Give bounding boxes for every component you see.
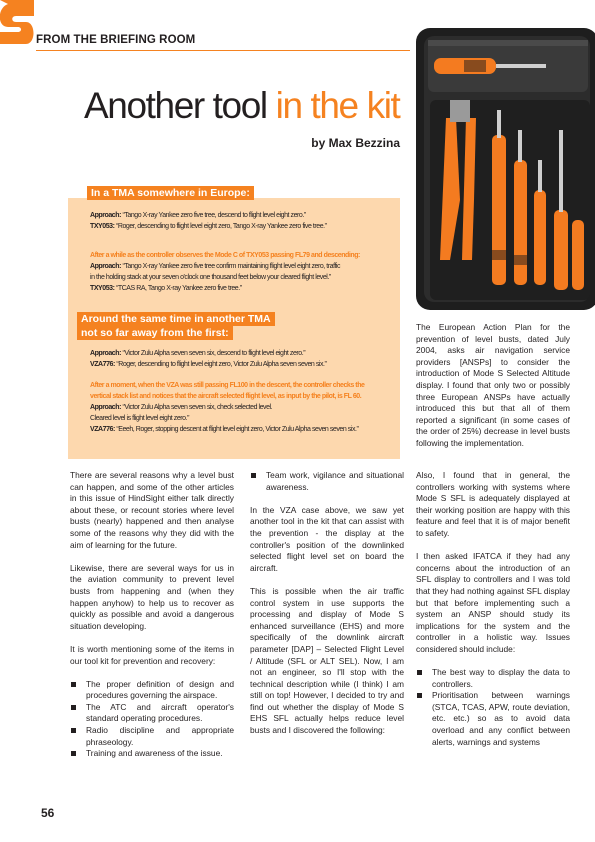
dialogue-line: Approach: “Tango X-ray Yankee zero five tree, descend to flight level eight zero.” [90,212,306,219]
narration-line: After a while as the controller observes the Mode C of TXY053 passing FL79 and descending: [90,252,360,259]
list-item: The best way to display the data to controllers. [416,667,570,690]
paragraph: In the VZA case above, we saw yet another tool in the kit that can assist with the prevention - the display at the controller's position of the downlinked selected flight level set on board the aircraft. [250,504,404,573]
paragraph: I then asked IFATCA if they had any concerns about the introduction of an SFL display to controllers and I was told that they had nothing against SFL display but that before implementing such a system an ANSP should study its implications for the system and the controller in a holistic way. Issues considered should include: [416,551,570,654]
list-item: Team work, vigilance and situational awareness. [250,470,404,493]
paragraph: Also, I found that in general, the controllers working with systems where Mode S SFL is adequately displayed at their working position are happy with this feature and feel that it is of major benefit to safety. [416,470,570,538]
page-number: 56 [41,806,55,820]
dialogue-line: in the holding stack at your seven o'clock one thousand feet below your cleared flight level.” [90,274,331,281]
paragraph: This is possible when the air traffic control system in use supports the processing and display of Mode S enhanced surveillance (EHS) and more specifically of the downlink aircraft parameter [DAP] – Selected Flight Level / Altitude (SFL or ALT SEL). Now, I am not an engineer, so I'll stop with the technical description while (I think) I am still on top! However, I decided to try and find out whether the display of Mode S EHS SFL actually helps reduce level busts and I discovered the following: [250,585,404,736]
byline: by Max Bezzina [311,136,400,150]
dialogue-line: VZA776: “Roger, descending to flight level eight zero, Victor Zulu Alpha seven seven six.” [90,361,327,368]
bullet-list [250,470,404,493]
callout-heading-2-cont: not so far away from the first: [77,326,233,340]
list-item: Prioritisation between warnings (STCA, TCAS, APW, route deviation, etc. etc.) so as to avoid data overload and any conflict between alerts, warnings and systems [416,690,570,748]
section-label: FROM THE BRIEFING ROOM [36,34,196,46]
list-item: Radio discipline and appropriate phraseology. [70,725,234,748]
callout-heading-1: In a TMA somewhere in Europe: [87,186,254,200]
toolkit-photo [410,0,595,315]
article-title [84,84,404,128]
section-divider [36,50,410,51]
title-main: Another tool [84,85,267,126]
body-column-3-top [416,322,570,461]
dialogue-line: Approach: “Tango X-ray Yankee zero five tree confirm maintaining flight level eight zero, traffic [90,263,341,270]
dialogue-line: VZA776: “Eeeh, Roger, stopping descent at flight level eight zero, Victor Zulu Alpha seven seven six.” [90,426,359,433]
paragraph: Likewise, there are several ways for us in the aviation community to prevent level busts from happening and (when they happen anyhow) to help us to recover as quickly as possible and avoid a dangerous situation developing. [70,562,234,631]
list-item: Training and awareness of the issue. [70,748,234,760]
dialogue-line: TXY053: “TCAS RA, Tango X-ray Yankee zero five tree.” [90,285,242,292]
narration-line: After a moment, when the VZA was still passing FL100 in the descent, the controller checks the [90,382,365,389]
paragraph: It is worth mentioning some of the items in our tool kit for prevention and recovery: [70,643,234,666]
body-column-1 [70,470,234,760]
dialogue-line: TXY053: “Roger, descending to flight level eight zero, Tango X-ray Yankee zero five tree.” [90,223,327,230]
body-column-3 [416,470,570,748]
magazine-logo [0,0,34,52]
paragraph: There are several reasons why a level bust can happen, and some of the other articles in this issue of HindSight either talk directly about these, or recount stories where level busts (nearly) happened and then analyse some of the reasons why they did with the aim of learning for the future. [70,470,234,550]
bullet-list [416,667,570,748]
dialogue-line: Approach: “Victor Zulu Alpha seven seven six, check selected level. [90,404,273,411]
paragraph: The European Action Plan for the prevention of level busts, dated July 2004, asks air navigation service providers [ANSPs] to consider the introduction of Mode S Selected Altitude display. I found that only two or possibly three European ANSPs have actually introduced this but that all of them reported a significant (in some cases of the order of 25%) decrease in level busts following the implementation. [416,322,570,448]
bullet-list [70,679,234,760]
list-item: The ATC and aircraft operator's standard operating procedures. [70,702,234,725]
narration-line: vertical stack list and notices that the aircraft selected flight level, as input by the pilot, is FL 60. [90,393,362,400]
body-column-2 [250,470,404,748]
callout-heading-2: Around the same time in another TMA [77,312,275,326]
dialogue-line: Cleared level is flight level eight zero.” [90,415,189,422]
dialogue-line: Approach: “Victor Zulu Alpha seven seven six, descend to flight level eight zero.” [90,350,306,357]
list-item: The proper definition of design and procedures governing the airspace. [70,679,234,702]
title-accent: in the kit [275,85,400,126]
